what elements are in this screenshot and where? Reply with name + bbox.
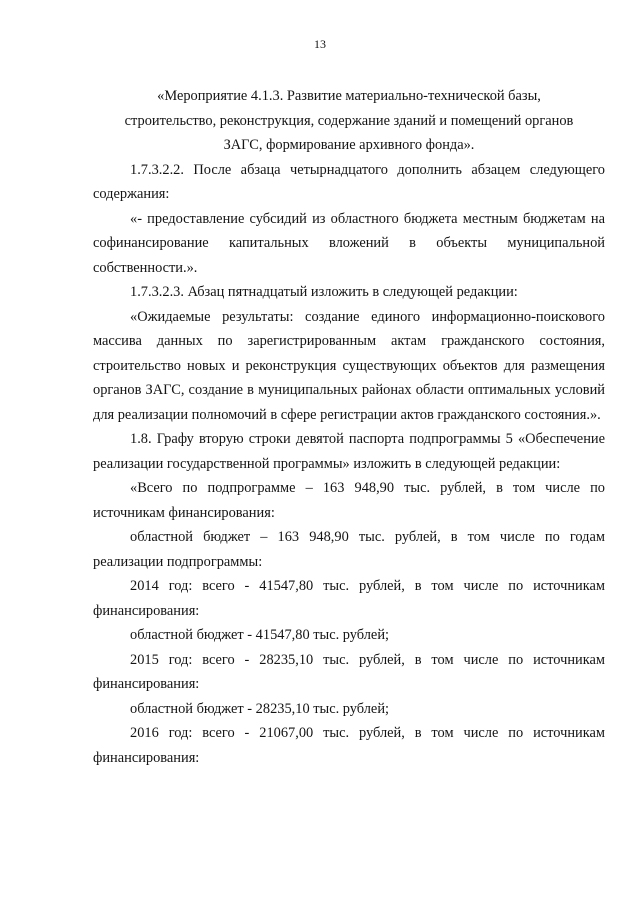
paragraph: областной бюджет – 163 948,90 тыс. рублей, в том числе по годам реализации подпрограммы: [93,529,605,570]
paragraph: 2014 год: всего - 41547,80 тыс. рублей, в том числе по источникам финансирования: [93,578,605,619]
paragraph: «Всего по подпрограмме – 163 948,90 тыс. рублей, в том числе по источникам финансирования: [93,480,605,521]
paragraph: 2015 год: всего - 28235,10 тыс. рублей, в том числе по источникам финансирования: [93,651,605,692]
event-title-line: «Мероприятие 4.1.3. Развитие материально-технической базы, [157,88,541,104]
page-number: 13 [314,37,326,51]
paragraph: 1.7.3.2.2. После абзаца четырнадцатого дополнить абзацем следующего содержания: [93,161,605,202]
paragraph: 1.8. Графу вторую строки девятой паспорта подпрограммы 5 «Обеспечение реализации государственной программы» изложить в следующей редакции: [93,431,605,472]
event-title-line: строительство, реконструкция, содержание зданий и помещений органов [124,112,574,129]
paragraph: областной бюджет - 41547,80 тыс. рублей; [130,627,390,643]
paragraph: 1.7.3.2.3. Абзац пятнадцатый изложить в следующей редакции: [130,284,518,300]
document-body [93,84,605,770]
paragraph: «Ожидаемые результаты: создание единого информационно-поискового массива данных по зарегистрированным актам гражданского состояния, строительство новых и реконструкция существующих объектов для размещения органов ЗАГС, создание в муниципальных районах области оптимальных условий для реализации полномочий в сфере регистрации актов гражданского состояния.». [93,308,605,423]
paragraph: областной бюджет - 28235,10 тыс. рублей; [130,700,390,717]
event-title-line: ЗАГС, формирование архивного фонда». [223,137,475,153]
paragraph: 2016 год: всего - 21067,00 тыс. рублей, в том числе по источникам финансирования: [93,725,605,766]
paragraph: «- предоставление субсидий из областного бюджета местным бюджетам на софинансирование капитальных вложений в объекты муниципальной собственности.». [93,210,605,276]
